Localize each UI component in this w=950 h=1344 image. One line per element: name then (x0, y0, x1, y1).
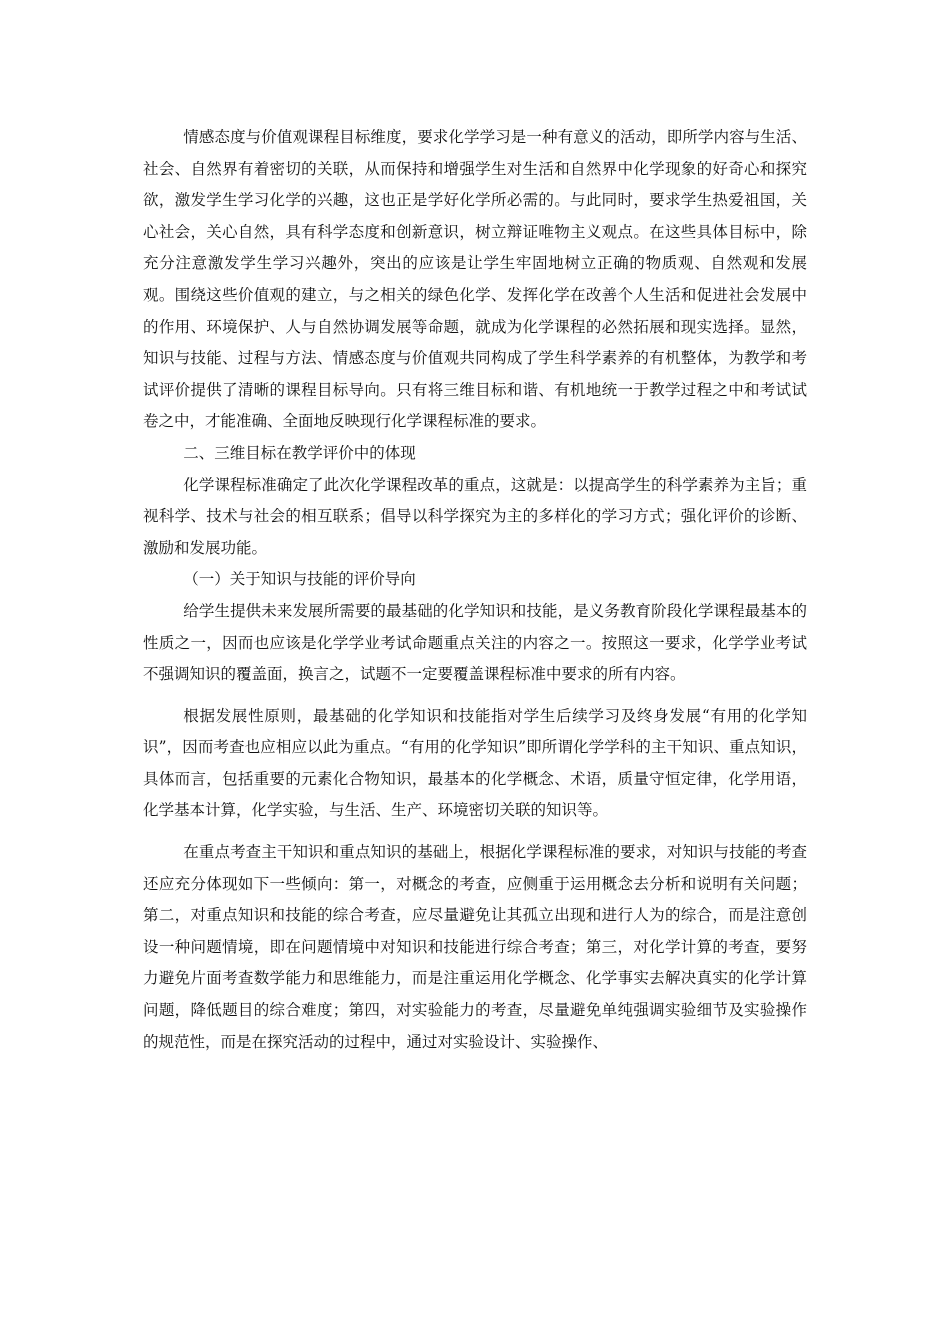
paragraph-assessment-tendencies: 在重点考查主干知识和重点知识的基础上，根据化学课程标准的要求，对知识与技能的考查还应充分体现如下一些倾向：第一，对概念的考查，应侧重于运用概念去分析和说明有关问题；第二，对重点知识和技能的综合考查，应尽量避免让其孤立出现和进行人为的综合，而是注意创设一种问题情境，即在问题情境中对知识和技能进行综合考查；第三，对化学计算的考查，要努力避免片面考查数学能力和思维能力，而是注重运用化学概念、化学事实去解决真实的化学计算问题，降低题目的综合难度；第四，对实验能力的考查，尽量避免单纯强调实验细节及实验操作的规范性，而是在探究活动的过程中，通过对实验设计、实验操作、 (143, 843, 807, 1051)
subsection-heading-1: （一）关于知识与技能的评价导向 (183, 570, 416, 589)
paragraph-values: 情感态度与价值观课程目标维度，要求化学学习是一种有意义的活动，即所学内容与生活、社会、自然界有着密切的关联，从而保持和增强学生对生活和自然界中化学现象的好奇心和探究欲，激发学生学习化学的兴趣，这也正是学好化学所必需的。与此同时，要求学生热爱祖国，关心社会，关心自然，具有科学态度和创新意识，树立辩证唯物主义观点。在这些具体目标中，除充分注意激发学生学习兴趣外，突出的应该是让学生牢固地树立正确的物质观、自然观和发展观。围绕这些价值观的建立，与之相关的绿色化学、发挥化学在改善个人生活和促进社会发展中的作用、环境保护、人与自然协调发展等命题，就成为化学课程的必然拓展和现实选择。显然，知识与技能、过程与方法、情感态度与价值观共同构成了学生科学素养的有机整体，为教学和考试评价提供了清晰的课程目标导向。只有将三维目标和谐、有机地统一于教学过程之中和考试试卷之中，才能准确、全面地反映现行化学课程标准的要求。 (143, 128, 807, 431)
paragraph-developmental-principle: 根据发展性原则，最基础的化学知识和技能指对学生后续学习及终身发展“有用的化学知识”，因而考查也应相应以此为重点。“有用的化学知识”即所谓化学学科的主干知识、重点知识，具体而言，包括重要的元素化合物知识，最基本的化学概念、术语，质量守恒定律，化学用语，化学基本计算，化学实验，与生活、生产、环境密切关联的知识等。 (143, 706, 807, 820)
document-body (143, 122, 807, 1058)
section-heading-2: 二、三维目标在教学评价中的体现 (183, 443, 416, 462)
paragraph-curriculum-focus: 化学课程标准确定了此次化学课程改革的重点，这就是：以提高学生的科学素养为主旨；重视科学、技术与社会的相互联系；倡导以科学探究为主的多样化的学习方式；强化评价的诊断、激励和发展功能。 (143, 475, 807, 557)
paragraph-basic-knowledge: 给学生提供未来发展所需要的最基础的化学知识和技能，是义务教育阶段化学课程最基本的性质之一，因而也应该是化学学业考试命题重点关注的内容之一。按照这一要求，化学学业考试不强调知识的覆盖面，换言之，试题不一定要覆盖课程标准中要求的所有内容。 (143, 601, 807, 684)
